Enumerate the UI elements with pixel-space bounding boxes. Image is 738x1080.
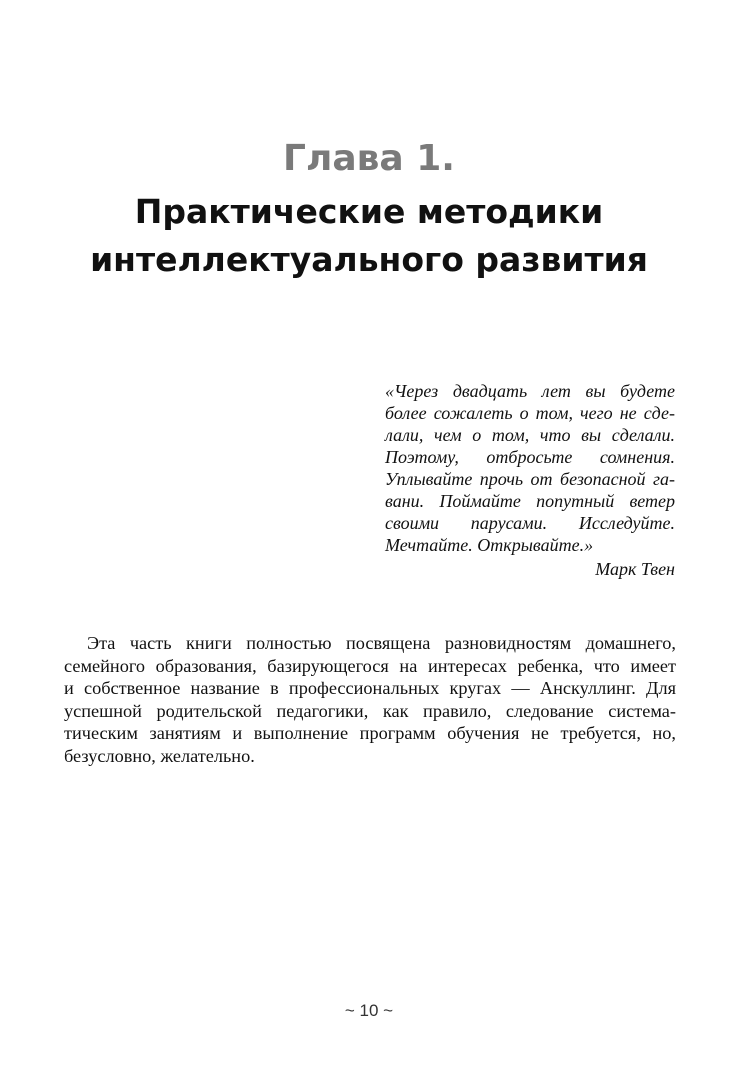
body-line: семейного образования, базирующегося на интересах ребенка, что имеет [64,655,676,676]
chapter-label: Глава 1. [283,138,455,179]
chapter-title [0,188,738,284]
body-line: и собственное название в профессиональных кругах — Анскуллинг. Для [64,678,676,699]
epigraph-line: Поэтому, отбросьте сомнения. [385,447,675,467]
page-number: ~ 10 ~ [344,1001,394,1020]
body-line: Эта часть книги полностью посвящена разновидностям домашнего, [87,633,676,653]
body-paragraph [64,632,676,768]
body-line: безусловно, желательно. [64,745,255,766]
epigraph-author: Марк Твен [595,559,675,579]
body-line: успешной родительской педагогики, как правило, следование система- [64,700,676,721]
epigraph-line: «Через двадцать лет вы будете [385,381,675,401]
epigraph-line: более сожалеть о том, чего не сде- [385,403,675,423]
epigraph-line: Мечтайте. Открывайте.» [385,535,594,555]
epigraph-line: лали, чем о том, что вы сделали. [385,425,675,445]
chapter-title-line: Практические методики [134,192,604,231]
epigraph-line: Уплывайте прочь от безопасной га- [385,469,675,489]
epigraph-line: вани. Поймайте попутный ветер [385,491,675,511]
epigraph-quote [385,380,675,580]
epigraph-line: своими парусами. Исследуйте. [385,513,675,533]
body-line: тическим занятиям и выполнение программ обучения не требуется, но, [64,723,676,744]
chapter-title-line: интеллектуального развития [90,240,648,279]
